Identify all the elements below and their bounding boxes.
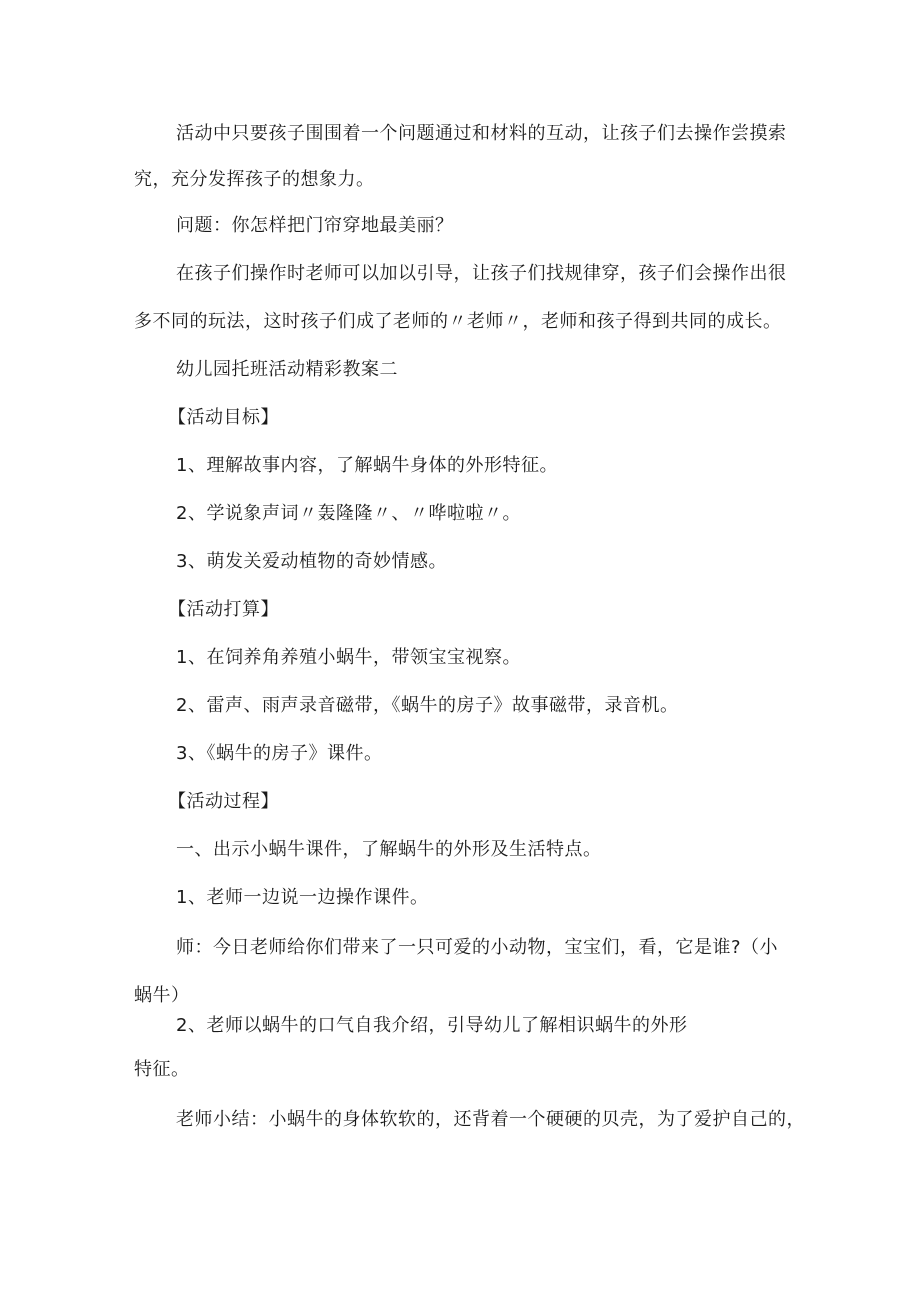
paragraph-line: 老师小结：小蜗牛的身体软软的，还背着一个硬硬的贝壳，为了爱护自己的， bbox=[176, 1109, 805, 1130]
list-item: 2、学说象声词〃轰隆隆〃、〃哗啦啦〃。 bbox=[176, 503, 521, 524]
paragraph-line: 究，充分发挥孩子的想象力。 bbox=[134, 169, 375, 190]
list-item: 3、《蜗牛的房子》课件。 bbox=[176, 743, 383, 764]
list-item: 1、在饲养角养殖小蜗牛，带领宝宝视察。 bbox=[176, 647, 521, 668]
section-title: 幼儿园托班活动精彩教案二 bbox=[176, 359, 398, 380]
heading-activity-goals: 【活动目标】 bbox=[168, 407, 279, 428]
list-item: 2、老师以蜗牛的口气自我介绍，引导幼儿了解相识蜗牛的外形 bbox=[176, 1015, 688, 1036]
list-item: 1、老师一边说一边操作课件。 bbox=[176, 887, 429, 908]
paragraph-line: 在孩子们操作时老师可以加以引导，让孩子们找规律穿，孩子们会操作出很 bbox=[176, 263, 787, 284]
paragraph-line: 特征。 bbox=[134, 1059, 190, 1080]
question-line: 问题：你怎样把门帘穿地最美丽？ bbox=[176, 215, 454, 236]
paragraph-line: 一、出示小蜗牛课件，了解蜗牛的外形及生活特点。 bbox=[176, 839, 602, 860]
list-item: 2、雷声、雨声录音磁带，《蜗牛的房子》故事磁带，录音机。 bbox=[176, 695, 679, 716]
paragraph-line: 蜗牛） bbox=[134, 985, 190, 1006]
heading-activity-prep: 【活动打算】 bbox=[168, 599, 279, 620]
paragraph-line: 师：今日老师给你们带来了一只可爱的小动物，宝宝们，看，它是谁?（小 bbox=[176, 937, 779, 958]
list-item: 1、理解故事内容，了解蜗牛身体的外形特征。 bbox=[176, 455, 558, 476]
paragraph-line: 活动中只要孩子围围着一个问题通过和材料的互动，让孩子们去操作尝摸索 bbox=[176, 123, 787, 144]
list-item: 3、萌发关爱动植物的奇妙情感。 bbox=[176, 551, 447, 572]
paragraph-line: 多不同的玩法，这时孩子们成了老师的〃老师〃，老师和孩子得到共同的成长。 bbox=[134, 311, 782, 332]
heading-activity-process: 【活动过程】 bbox=[168, 791, 279, 812]
